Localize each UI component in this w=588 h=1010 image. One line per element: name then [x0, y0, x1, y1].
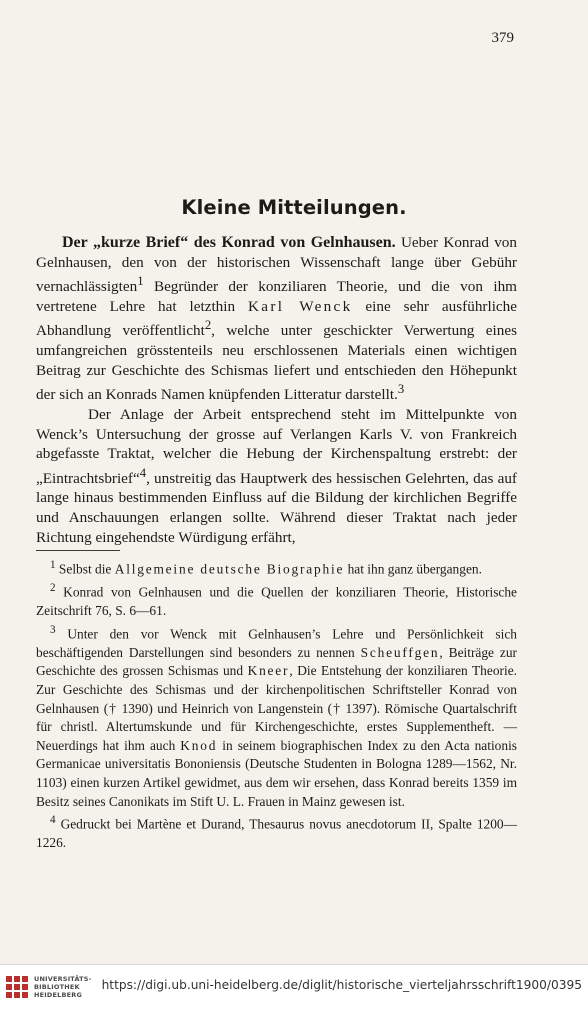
fn3-spaced-2: Kneer: [247, 663, 290, 679]
p2-text-b: , unstreitig das Hauptwerk des hessischen Gelehrten, das auf lange hinaus bestimmenden Einfluss auf die Bildung der kirchlichen Begriffe und Anschauungen erlangen sollte. Während dieser Traktat nach jeder Richtung eingehendste Würdigung erfährt,: [36, 469, 517, 546]
fn4-text: Gedruckt bei Martène et Durand, Thesaurus novus anecdotorum II, Spalte 1200—1226.: [36, 816, 517, 851]
footnote-3: [36, 621, 517, 811]
footnote-ref-3: 3: [397, 382, 405, 397]
p1-text-c: eine sehr ausführliche Abhandlung veröffentlicht: [36, 297, 517, 340]
article-heading: Der „kurze Brief“ des Konrad von Gelnhausen.: [62, 234, 396, 251]
fn1-spaced: Allgemeine deutsche Biographie: [114, 561, 345, 577]
article-body: [36, 233, 517, 547]
library-name: [34, 975, 92, 999]
section-title: Kleine Mitteilungen.: [181, 196, 407, 219]
footnotes: [36, 556, 517, 853]
footnote-ref-4: 4: [139, 465, 147, 480]
fn2-text: Konrad von Gelnhausen und die Quellen der konziliaren Theorie, Historische Zeitschrift 76, S. 6—61.: [36, 584, 517, 619]
p1-text-d: , welche unter geschickter Verwertung eines umfangreichen grösstenteils neu erschlossenen Materials einen wichtigen Beitrag zur Geschichte des Schismas liefert und entschieden den Höhepunkt der sich an Konrads Namen knüpfenden Litteratur darstellt.: [36, 322, 517, 404]
author-name-spaced: Karl Wenck: [248, 297, 353, 315]
library-name-line-2: BIBLIOTHEK: [34, 983, 80, 991]
permalink-url[interactable]: https://digi.ub.uni-heidelberg.de/diglit/historische_vierteljahrsschrift1900/0395: [101, 978, 582, 992]
fn3-text-a: Unter den vor Wenck mit Gelnhausen’s Lehre und Persönlichkeit sich beschäftigenden Darstellungen sind besonders zu nennen: [36, 626, 517, 660]
fn3-text-b: , Beiträge zur Geschichte des grossen Schismas und: [36, 644, 517, 679]
footnote-mark-1: 1: [50, 559, 56, 571]
footnote-2: [36, 579, 517, 621]
p2-text-a: Der Anlage der Arbeit entsprechend steht im Mittelpunkte von Wenck’s Untersuchung der grosse auf Verlangen Karls V. von Frankreich abgefasste Traktat, welcher die Hebung der Kirchenspaltung erstrebt: der „Eintrachtsbrief“: [36, 405, 517, 487]
footnote-4: [36, 811, 517, 853]
library-name-line-3: HEIDELBERG: [34, 991, 83, 999]
fn1-text-a: Selbst die: [55, 561, 115, 577]
footnote-mark-4: 4: [50, 814, 56, 827]
fn3-spaced-3: Knod: [180, 737, 218, 753]
page-number: 379: [491, 30, 514, 46]
footnote-divider: [36, 550, 120, 551]
footnote-mark-3: 3: [50, 623, 56, 636]
footnote-ref-1: 1: [137, 274, 144, 289]
footnote-ref-2: 2: [204, 318, 212, 333]
fn3-spaced-1: Scheuffgen: [360, 644, 440, 660]
p1-text-b: Begründer der konziliaren Theorie, und die von ihm vertretene Lehre hat letzthin: [36, 278, 517, 315]
university-library-logo-icon[interactable]: [4, 973, 30, 1001]
fn1-text-b: hat ihn ganz übergangen.: [344, 561, 482, 577]
footnote-mark-2: 2: [50, 582, 56, 595]
viewer-footer: [0, 964, 588, 1010]
library-name-line-1: UNIVERSITÄTS-: [34, 975, 92, 983]
paragraph-2: [36, 405, 517, 547]
footnote-1: [36, 556, 517, 579]
fn3-text-c: , Die Entstehung der konziliaren Theorie. Zur Geschichte des Schismas und der kirchenpolitischen Schriftsteller Konrad von Gelnhausen († 1390) und Heinrich von Langenstein († 1397). Römische Quartalschrift für christl. Altertumskunde und für Kirchengeschichte, erstes Supplementheft. — Neuerdings hat ihm auch: [36, 663, 517, 753]
paragraph-1: [36, 233, 517, 405]
p1-text-a: Ueber Konrad von Gelnhausen, den von der historischen Wissenschaft lange über Gebühr vernachlässigten: [36, 234, 517, 296]
fn3-text-d: in seinem biographischen Index zu den Acta nationis Germanicae universitatis Bononiensis (Deutsche Studenten in Bologna 1289—1562, Nr. 1103) einen kurzen Artikel gewidmet, aus dem wir ersehen, dass Konrad bereits 1359 im Besitz seines Canonikats im Stift U. L. Frauen in Mainz gewesen ist.: [36, 737, 517, 809]
